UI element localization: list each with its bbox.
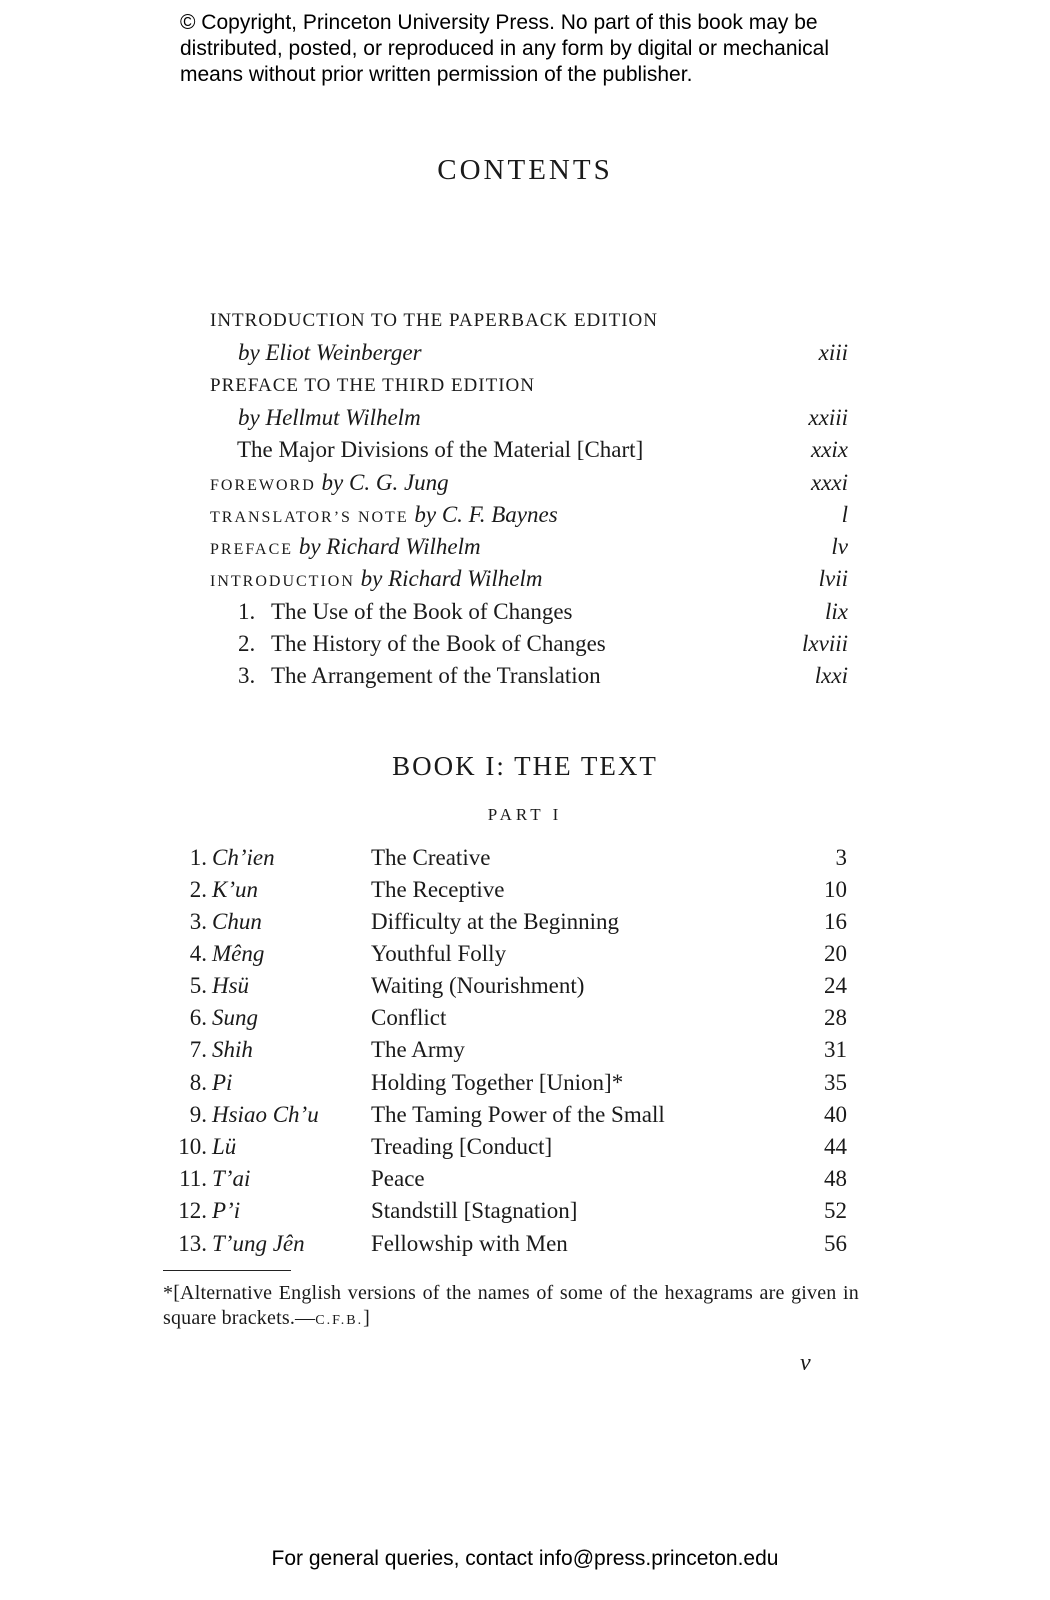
toc-number: 1. — [238, 599, 256, 624]
footnote-initials: C.F.B. — [315, 1313, 364, 1328]
hexagram-row — [0, 842, 1050, 874]
hexagram-row — [0, 1195, 1050, 1227]
hexagram-row — [0, 1002, 1050, 1034]
hexagram-page: 16 — [824, 909, 847, 934]
hexagram-row — [0, 874, 1050, 906]
footnote-text: *[Alternative English versions of the names of some of the hexagrams are given in square brackets.— — [163, 1282, 859, 1329]
hexagram-title: Standstill [Stagnation] — [371, 1198, 578, 1223]
toc-text: The Major Divisions of the Material [Chart] — [237, 437, 644, 462]
contact-notice: For general queries, contact info@press.princeton.edu — [271, 1547, 779, 1570]
copyright-line: distributed, posted, or reproduced in any form by digital or mechanical — [180, 37, 830, 60]
toc-entry — [210, 305, 848, 337]
toc-entry — [210, 563, 848, 595]
copyright-notice — [180, 10, 900, 88]
toc-entry — [210, 628, 848, 660]
toc-page: lxviii — [802, 631, 848, 656]
hexagram-number: 6. — [189, 1005, 207, 1030]
toc-heading: PREFACE TO THE THIRD EDITION — [210, 375, 535, 396]
hexagram-number: 5. — [189, 973, 207, 998]
hexagram-name: K’un — [212, 877, 258, 902]
toc-text: The History of the Book of Changes — [271, 631, 606, 656]
toc-page: lvii — [818, 566, 848, 591]
hexagram-name: Chun — [212, 909, 262, 934]
toc-text: The Use of the Book of Changes — [271, 599, 573, 624]
hexagram-title: Difficulty at the Beginning — [371, 909, 620, 934]
toc-entry — [210, 467, 848, 499]
toc-page: xxxi — [810, 470, 848, 495]
toc-text: The Arrangement of the Translation — [271, 663, 601, 688]
hexagram-number: 2. — [189, 877, 207, 902]
toc-heading: INTRODUCTION — [210, 573, 355, 590]
page-number: v — [800, 1350, 811, 1376]
hexagram-page: 44 — [824, 1134, 847, 1159]
copyright-line: © Copyright, Princeton University Press. No part of this book may be — [180, 11, 818, 34]
hexagram-row — [0, 1067, 1050, 1099]
hexagram-title: Conflict — [371, 1005, 447, 1030]
hexagram-row — [0, 906, 1050, 938]
toc-page: xxiii — [808, 405, 848, 430]
hexagram-page: 48 — [824, 1166, 847, 1191]
toc-page: xiii — [818, 340, 848, 365]
toc-entry — [210, 499, 848, 531]
toc-author: by Richard Wilhelm — [298, 534, 481, 559]
toc-entry — [210, 531, 848, 563]
hexagram-row — [0, 1034, 1050, 1066]
toc-heading: TRANSLATOR’S NOTE — [210, 509, 409, 526]
toc-author: by Hellmut Wilhelm — [238, 405, 421, 430]
hexagram-title: The Taming Power of the Small — [371, 1102, 665, 1127]
toc-author: by C. F. Baynes — [414, 502, 558, 527]
hexagram-number: 8. — [189, 1070, 207, 1095]
hexagram-name: Mêng — [212, 941, 265, 966]
toc-page: lxxi — [814, 663, 848, 688]
hexagram-title: The Creative — [371, 845, 491, 870]
toc-author: by Eliot Weinberger — [238, 340, 422, 365]
hexagram-name: P’i — [212, 1198, 241, 1223]
toc-entry — [210, 434, 848, 466]
toc-page: l — [841, 502, 848, 527]
toc-heading: INTRODUCTION TO THE PAPERBACK EDITION — [210, 310, 658, 331]
toc-number: 2. — [238, 631, 256, 656]
hexagram-number: 9. — [189, 1102, 207, 1127]
hexagram-title: The Army — [371, 1037, 465, 1062]
hexagram-title: Peace — [371, 1166, 425, 1191]
hexagram-name: Ch’ien — [212, 845, 275, 870]
hexagram-name: Shih — [212, 1037, 253, 1062]
toc-heading: PREFACE — [210, 541, 294, 558]
hexagram-title: Youthful Folly — [371, 941, 507, 966]
hexagram-page: 56 — [824, 1231, 847, 1256]
footnote — [163, 1281, 859, 1333]
hexagram-row — [0, 1228, 1050, 1260]
hexagram-row — [0, 1099, 1050, 1131]
hexagram-page: 28 — [824, 1005, 847, 1030]
hexagram-name: T’ai — [212, 1166, 251, 1191]
toc-entry — [210, 660, 848, 692]
hexagram-number: 11. — [179, 1166, 207, 1191]
toc-entry — [210, 337, 848, 369]
toc-entry — [210, 596, 848, 628]
hexagram-row — [0, 1131, 1050, 1163]
hexagram-page: 52 — [824, 1198, 847, 1223]
hexagram-name: Hsiao Ch’u — [212, 1102, 319, 1127]
toc-entry — [210, 402, 848, 434]
hexagram-number: 13. — [178, 1231, 207, 1256]
hexagram-page: 24 — [824, 973, 847, 998]
book-title: BOOK I: THE TEXT — [392, 751, 658, 781]
hexagram-number: 1. — [189, 845, 207, 870]
toc-page: xxix — [810, 437, 848, 462]
footnote-close: ] — [363, 1307, 370, 1329]
part-title: PART I — [487, 805, 563, 824]
hexagram-row — [0, 938, 1050, 970]
toc-author: by Richard Wilhelm — [360, 566, 543, 591]
hexagram-page: 31 — [824, 1037, 847, 1062]
toc-heading: FOREWORD — [210, 477, 316, 494]
hexagram-title: Fellowship with Men — [371, 1231, 568, 1256]
footnote-rule — [163, 1270, 291, 1271]
hexagram-title: Treading [Conduct] — [371, 1134, 553, 1159]
hexagram-name: T’ung Jên — [212, 1231, 305, 1256]
hexagram-name: Lü — [212, 1134, 237, 1159]
toc-entry — [210, 370, 848, 402]
toc-number: 3. — [238, 663, 256, 688]
toc-page: lv — [831, 534, 848, 559]
hexagram-number: 3. — [189, 909, 207, 934]
hexagram-page: 10 — [824, 877, 847, 902]
hexagram-page: 35 — [824, 1070, 847, 1095]
hexagram-title: Holding Together [Union]* — [371, 1070, 624, 1095]
hexagram-number: 7. — [189, 1037, 207, 1062]
hexagram-row — [0, 1163, 1050, 1195]
page-title: CONTENTS — [437, 154, 613, 186]
hexagram-page: 20 — [824, 941, 847, 966]
copyright-line: means without prior written permission of the publisher. — [180, 63, 693, 86]
hexagram-number: 10. — [178, 1134, 207, 1159]
hexagram-title: The Receptive — [371, 877, 505, 902]
hexagram-page: 3 — [835, 845, 847, 870]
toc-page: lix — [825, 599, 848, 624]
hexagram-name: Pi — [212, 1070, 233, 1095]
hexagram-row — [0, 970, 1050, 1002]
hexagram-title: Waiting (Nourishment) — [371, 973, 585, 998]
hexagram-name: Hsü — [212, 973, 250, 998]
hexagram-number: 12. — [178, 1198, 207, 1223]
hexagram-name: Sung — [212, 1005, 258, 1030]
hexagram-number: 4. — [189, 941, 207, 966]
hexagram-page: 40 — [824, 1102, 847, 1127]
toc-author: by C. G. Jung — [321, 470, 449, 495]
